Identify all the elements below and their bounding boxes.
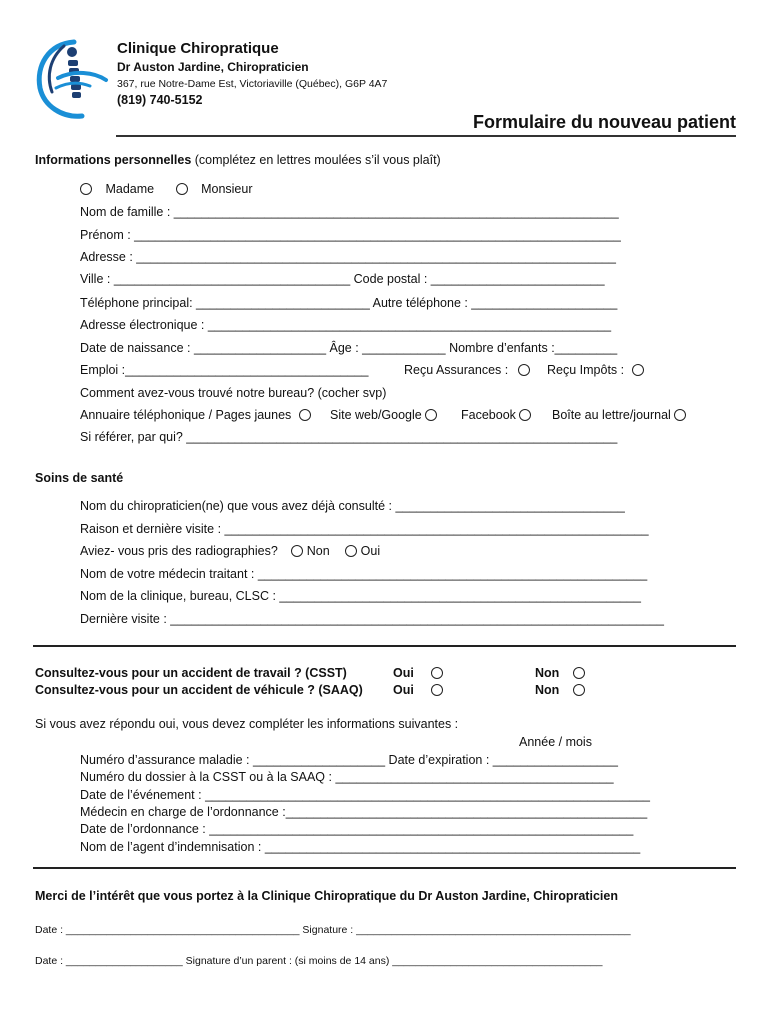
csst-non: [535, 666, 585, 680]
boite-option: [552, 408, 686, 422]
personal-heading: Informations personnelles (complétez en lettres moulées s’il vous plaît): [35, 153, 441, 167]
csst-question: Consultez-vous pour un accident de travail ? (CSST): [35, 666, 347, 680]
courriel-field[interactable]: Adresse électronique : __________________________________________________________: [80, 318, 612, 332]
clinic-logo: [34, 36, 112, 122]
adresse-field[interactable]: Adresse : _____________________________________________________________________: [80, 250, 616, 264]
annuaire-radio[interactable]: [299, 409, 311, 421]
csst-oui: [393, 666, 443, 680]
raison-field[interactable]: Raison et dernière visite : _____________________________________________________________: [80, 522, 649, 536]
evenement-field[interactable]: Date de l’événement : ________________________________________________________________: [80, 788, 650, 802]
clinic-phone: (819) 740-5152: [117, 93, 203, 107]
radiographies-question: [80, 544, 380, 558]
recu-assurances: [404, 363, 530, 377]
madame-radio[interactable]: [80, 183, 92, 195]
medecin-field[interactable]: Nom de votre médecin traitant : ________________________________________________________: [80, 567, 648, 581]
section-divider: [33, 645, 736, 647]
radiographies-oui-label: Oui: [360, 544, 381, 558]
referer-field[interactable]: Si référer, par qui? ______________________________________________________________: [80, 430, 618, 444]
annuaire-option: [80, 408, 311, 422]
date-parent-signature-field[interactable]: Date : ____________________ Signature d’un parent : (si moins de 14 ans) ____________________________________: [35, 955, 603, 967]
radiographies-label: Aviez- vous pris des radiographies?: [80, 544, 278, 558]
monsieur-label: Monsieur: [201, 182, 253, 196]
doctor-name: Dr Auston Jardine, Chiropraticien: [117, 60, 309, 74]
site-label: Site web/Google: [330, 408, 422, 422]
annuaire-label: Annuaire téléphonique / Pages jaunes: [80, 408, 292, 422]
annee-mois-label: Année / mois: [519, 735, 592, 749]
chiro-field[interactable]: Nom du chiropraticien(ne) que vous avez déjà consulté : _________________________________: [80, 499, 625, 513]
saaq-non-label: Non: [535, 683, 560, 697]
ville-codepostal-field[interactable]: Ville : __________________________________ Code postal : _________________________: [80, 272, 605, 286]
accident-note: Si vous avez répondu oui, vous devez compléter les informations suivantes :: [35, 717, 459, 731]
csst-oui-radio[interactable]: [431, 667, 443, 679]
csst-non-radio[interactable]: [573, 667, 585, 679]
radiographies-non-label: Non: [306, 544, 330, 558]
saaq-non: [535, 683, 585, 697]
telephone-field[interactable]: Téléphone principal: _________________________ Autre téléphone : _____________________: [80, 296, 618, 310]
ram-field[interactable]: Numéro d’assurance maladie : ___________________ Date d’expiration : __________________: [80, 753, 618, 767]
clinic-name: Clinique Chiropratique: [117, 40, 279, 57]
recu-assurances-radio[interactable]: [518, 364, 530, 376]
section-divider-2: [33, 867, 736, 869]
csst-non-label: Non: [535, 666, 560, 680]
merci-text: Merci de l’intérêt que vous portez à la Clinique Chiropratique du Dr Auston Jardine, Chiropraticien: [35, 889, 618, 903]
facebook-option: [461, 408, 531, 422]
health-heading: Soins de santé: [35, 471, 124, 485]
madame-label: Madame: [105, 182, 155, 196]
nom-field[interactable]: Nom de famille : ________________________________________________________________: [80, 205, 619, 219]
form-title: Formulaire du nouveau patient: [473, 112, 737, 132]
radiographies-non-radio[interactable]: [291, 545, 303, 557]
saaq-oui-radio[interactable]: [431, 684, 443, 696]
recu-assurances-label: Reçu Assurances :: [404, 363, 509, 377]
naissance-age-enfants-field[interactable]: Date de naissance : ___________________ Âge : ____________ Nombre d’enfants :_________: [80, 341, 618, 355]
facebook-radio[interactable]: [519, 409, 531, 421]
recu-impots-label: Reçu Impôts :: [547, 363, 625, 377]
date-signature-field[interactable]: Date : ________________________________________ Signature : _______________________________________________: [35, 924, 631, 936]
saaq-non-radio[interactable]: [573, 684, 585, 696]
medecin-ordonnance-field[interactable]: Médecin en charge de l’ordonnance :____________________________________________________: [80, 805, 648, 819]
recu-impots: [547, 363, 644, 377]
saaq-question: Consultez-vous pour un accident de véhicule ? (SAAQ): [35, 683, 363, 697]
saaq-oui-label: Oui: [393, 683, 414, 697]
header-divider: [116, 135, 736, 137]
agent-field[interactable]: Nom de l’agent d’indemnisation : ______________________________________________________: [80, 840, 641, 854]
facebook-label: Facebook: [461, 408, 516, 422]
derniere-visite-field[interactable]: Dernière visite : _______________________________________________________________________: [80, 612, 664, 626]
clinique-field[interactable]: Nom de la clinique, bureau, CLSC : ____________________________________________________: [80, 589, 641, 603]
boite-radio[interactable]: [674, 409, 686, 421]
radiographies-oui-radio[interactable]: [345, 545, 357, 557]
comment-question: Comment avez-vous trouvé notre bureau? (cocher svp): [80, 386, 387, 400]
monsieur-radio[interactable]: [176, 183, 188, 195]
site-option: [330, 408, 437, 422]
boite-label: Boîte au lettre/journal: [552, 408, 671, 422]
emploi-field[interactable]: Emploi :___________________________________: [80, 363, 369, 377]
clinic-address: 367, rue Notre-Dame Est, Victoriaville (Québec), G6P 4A7: [117, 78, 388, 90]
prenom-field[interactable]: Prénom : ______________________________________________________________________: [80, 228, 621, 242]
saaq-oui: [393, 683, 443, 697]
recu-impots-radio[interactable]: [632, 364, 644, 376]
csst-oui-label: Oui: [393, 666, 414, 680]
site-radio[interactable]: [425, 409, 437, 421]
gender-choice: [80, 182, 253, 196]
dossier-field[interactable]: Numéro du dossier à la CSST ou à la SAAQ : ________________________________________: [80, 770, 614, 784]
date-ordonnance-field[interactable]: Date de l’ordonnance : _____________________________________________________________: [80, 822, 634, 836]
